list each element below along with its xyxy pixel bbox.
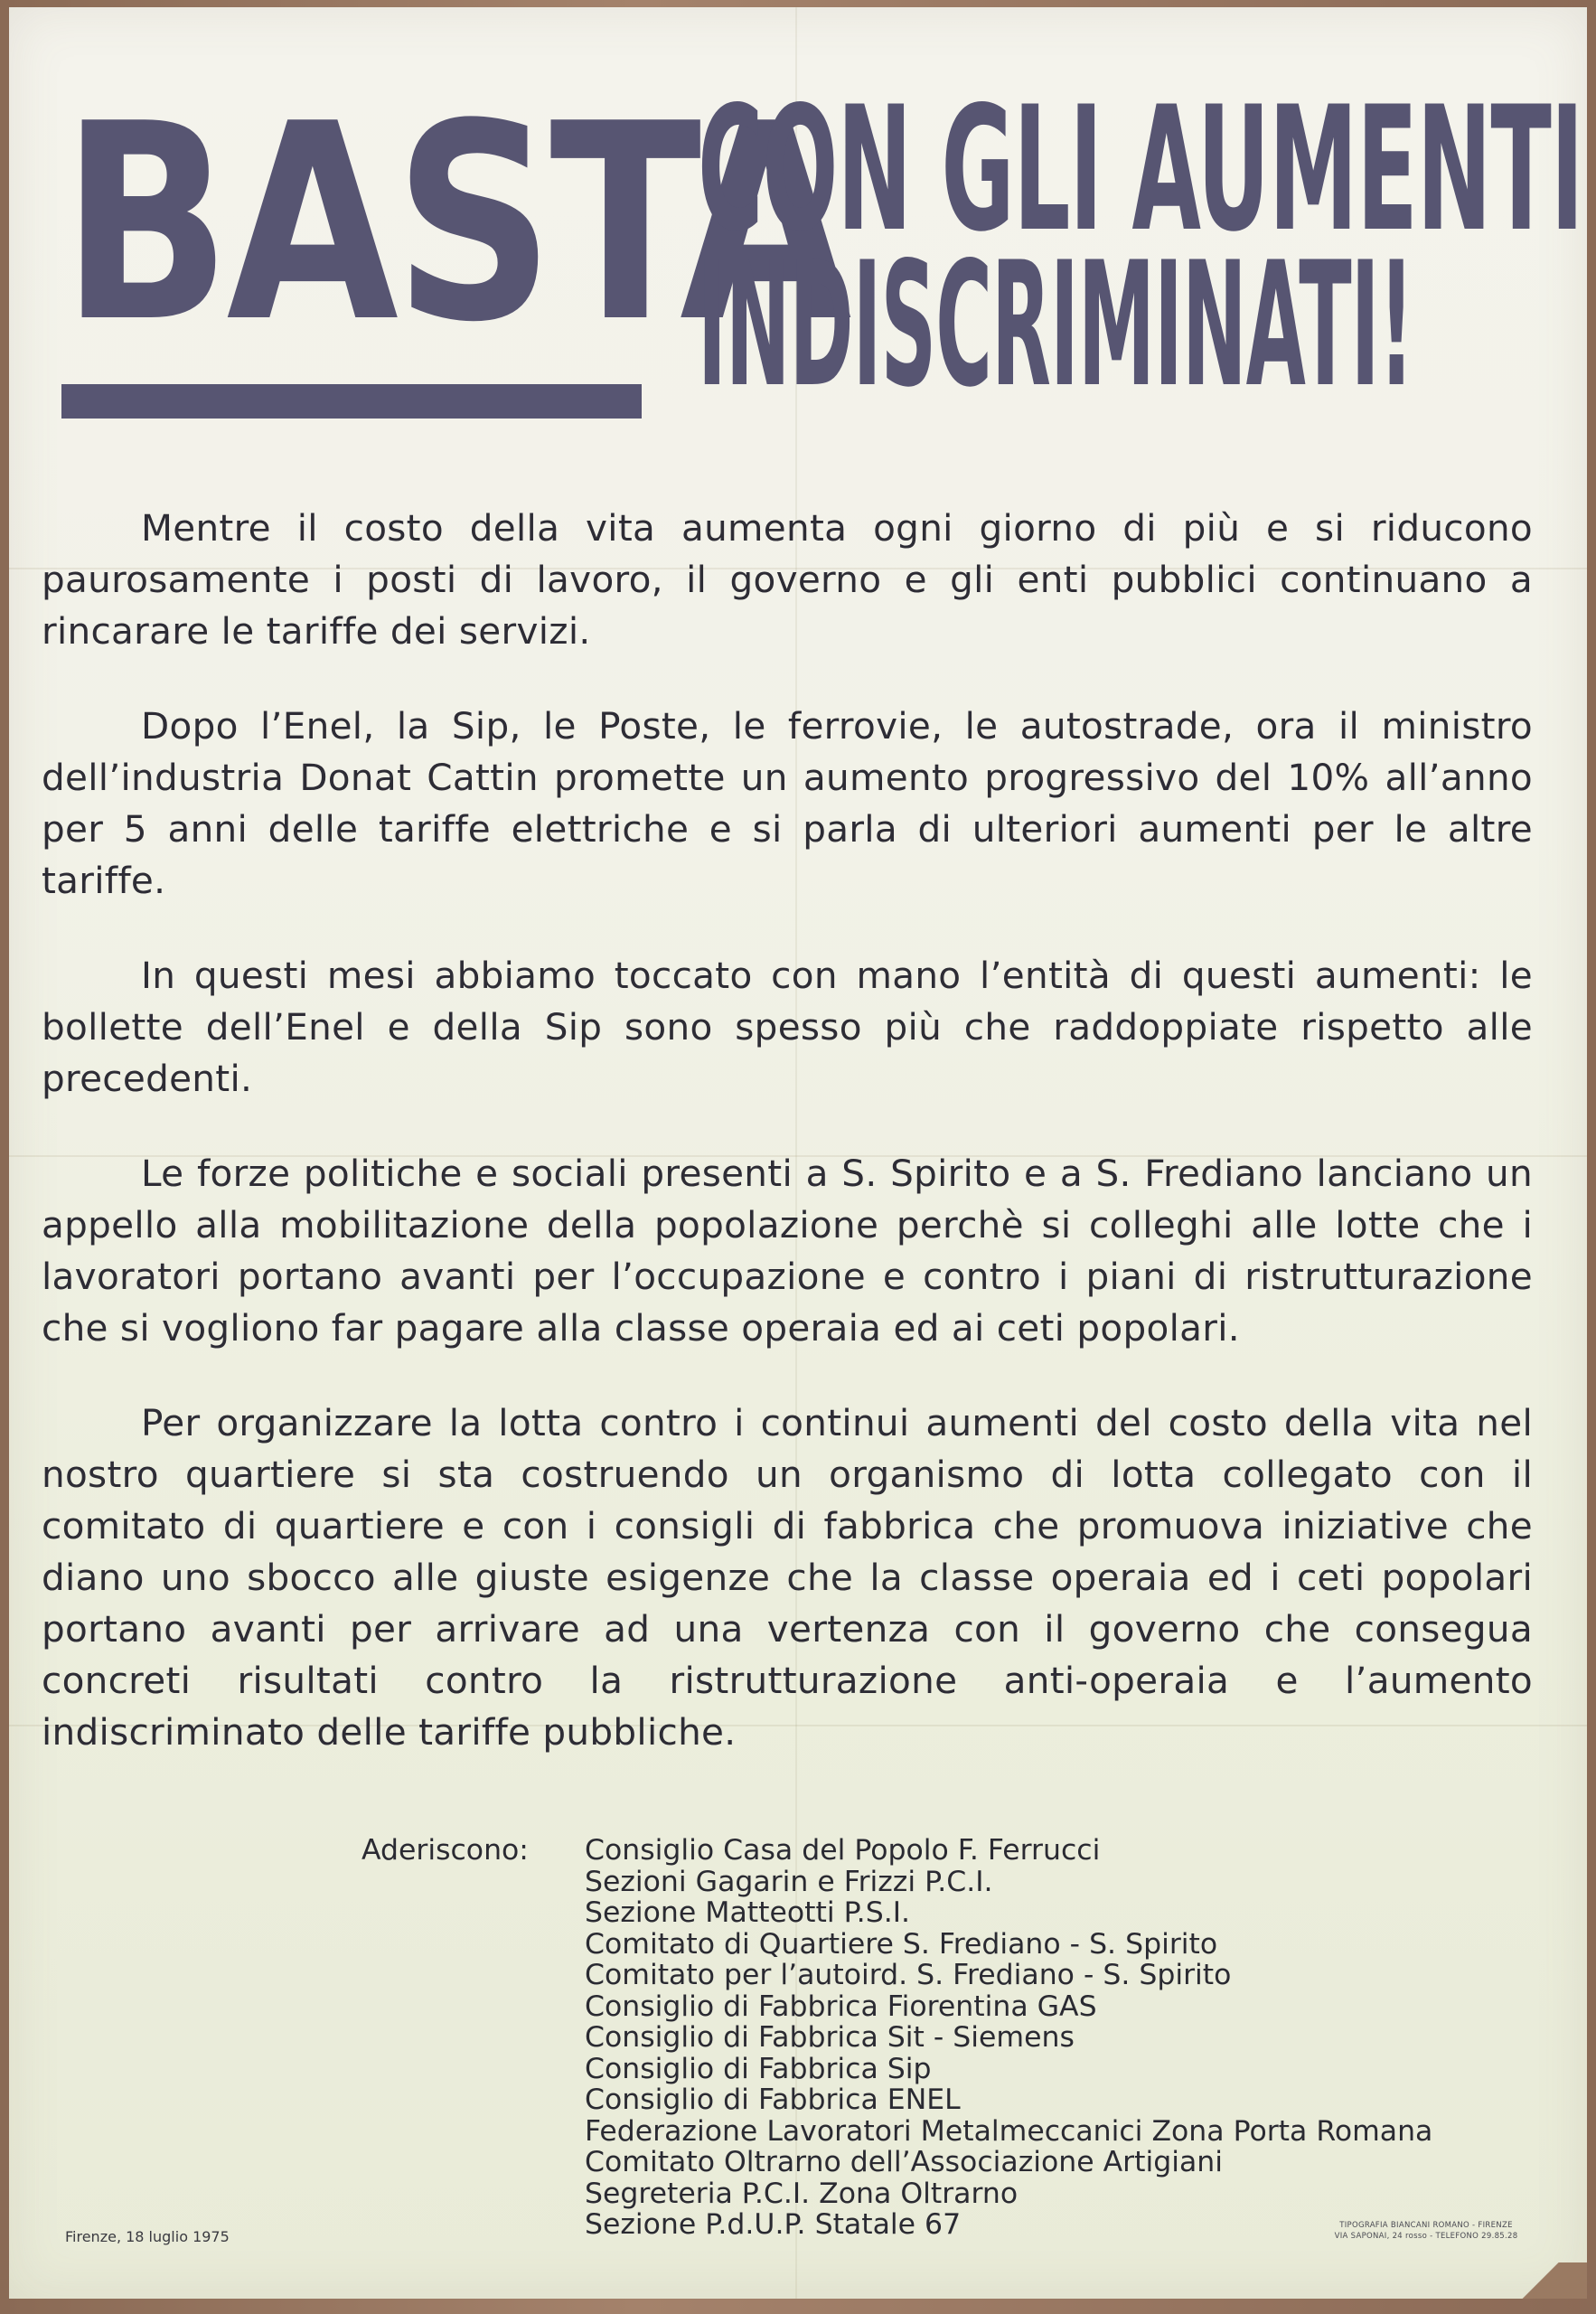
date-line: Firenze, 18 luglio 1975 bbox=[65, 2228, 230, 2245]
printer-imprint bbox=[1318, 2220, 1535, 2242]
paragraph: In questi mesi abbiamo toccato con mano l’entità di questi aumenti: le bollette dell’Enel e della Sip sono spesso più che raddoppiate rispetto alle precedenti. bbox=[42, 954, 1533, 1100]
headline-line-1: CON GLI AUMENTI bbox=[698, 70, 1583, 269]
signer-item: Consiglio di Fabbrica Sit - Siemens bbox=[585, 2021, 1075, 2054]
signer-item: Segreteria P.C.I. Zona Oltrarno bbox=[585, 2177, 1019, 2210]
paragraph: Mentre il costo della vita aumenta ogni giorno di più e si riducono paurosamente i posti di lavoro, il governo e gli enti pubblici continuano a rincarare le tariffe dei servizi. bbox=[42, 506, 1533, 653]
torn-corner bbox=[1515, 2262, 1587, 2299]
printer-line: VIA SAPONAI, 24 rosso - TELEFONO 29.85.28 bbox=[1334, 2232, 1518, 2241]
headline-underline bbox=[61, 384, 642, 419]
signer-item: Comitato Oltrarno dell’Associazione Artigiani bbox=[585, 2146, 1223, 2178]
signer-item: Comitato di Quartiere S. Frediano - S. Spirito bbox=[585, 1927, 1218, 1961]
printer-line: TIPOGRAFIA BIANCANI ROMANO - FIRENZE bbox=[1339, 2221, 1513, 2230]
signer-item: Federazione Lavoratori Metalmeccanici Zona Porta Romana bbox=[585, 2114, 1433, 2148]
signer-item: Consiglio di Fabbrica Sip bbox=[585, 2052, 932, 2085]
signer-item: Consiglio Casa del Popolo F. Ferrucci bbox=[585, 1834, 1101, 1867]
paragraph: Dopo l’Enel, la Sip, le Poste, le ferrovie, le autostrade, ora il ministro dell’industria Donat Cattin promette un aumento progressivo del 10% all’anno per 5 anni delle tariffe elettriche e si parla di ulteriori aumenti per le altre tariffe. bbox=[42, 704, 1533, 902]
body-text bbox=[42, 503, 1533, 1801]
headline bbox=[54, 66, 1583, 437]
paragraph: Le forze politiche e sociali presenti a S. Spirito e a S. Frediano lanciano un appello alla mobilitazione della popolazione perchè si colleghi alle lotte che i lavoratori portano avanti per l’occupazione e contro i piani di ristrutturazione che si vogliono far pagare alla classe operaia ed ai ceti popolari. bbox=[42, 1152, 1533, 1350]
signer-item: Consiglio di Fabbrica ENEL bbox=[585, 2084, 961, 2116]
paragraph: Per organizzare la lotta contro i continui aumenti del costo della vita nel nostro quartiere si sta costruendo un organismo di lotta collegato con il comitato di quartiere e con i consigli di fabbrica che promuova iniziative che diano uno sbocco alle giuste esigenze che la classe operaia ed i ceti popolari portano avanti per arrivare ad una vertenza con il governo che consegua concreti risultati contro la ristrutturazione anti-operaia e l’aumento indiscriminato delle tariffe pubbliche. bbox=[42, 1401, 1533, 1754]
signer-item: Sezioni Gagarin e Frizzi P.C.I. bbox=[585, 1865, 993, 1898]
signer-item: Sezione P.d.U.P. Statale 67 bbox=[585, 2208, 962, 2241]
signer-item: Sezione Matteotti P.S.I. bbox=[585, 1896, 911, 1929]
poster bbox=[9, 7, 1587, 2299]
signer-item: Consiglio di Fabbrica Fiorentina GAS bbox=[585, 1989, 1097, 2023]
signers-list bbox=[585, 1835, 1561, 2241]
headline-basta: BASTA bbox=[61, 66, 848, 381]
headline-line-2: INDISCRIMINATI! bbox=[698, 225, 1413, 425]
signers-label: Aderiscono: bbox=[361, 1834, 529, 1867]
signer-item: Comitato per l’autoird. S. Frediano - S. Spirito bbox=[585, 1959, 1232, 1991]
